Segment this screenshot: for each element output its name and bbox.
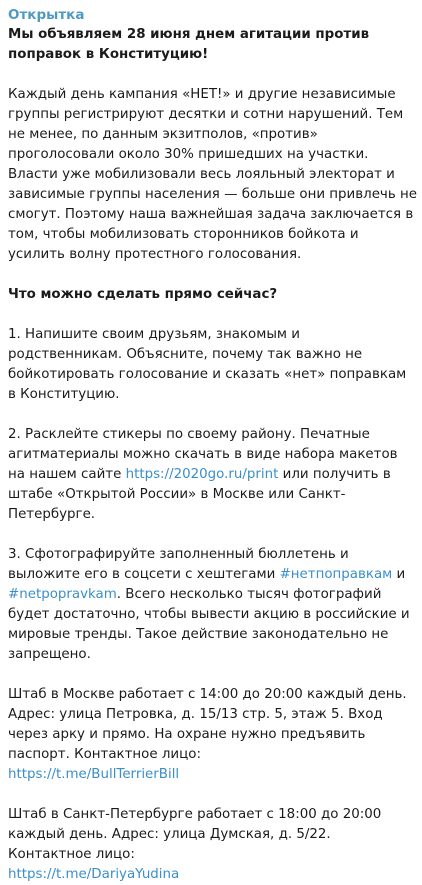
- step-three: [8, 545, 418, 665]
- step-two: [8, 425, 418, 525]
- moscow-hq-text: Штаб в Москве работает с 14:00 до 20:00 каждый день. Адрес: улица Петровка, д. 15/13 стр. 5, этаж 5. Вход через арку и прямо. На охране нужно предъявить паспорт. Контактное лицо:: [8, 687, 407, 762]
- step-two-text-start: 2. Расклейте стикеры по своему району. Печатные агитматериалы можно скачать в виде набора макетов на нашем сайте: [8, 427, 398, 482]
- channel-name[interactable]: Открытка: [8, 7, 85, 23]
- print-materials-link[interactable]: https://2020go.ru/print: [125, 467, 279, 482]
- intro-paragraph: Каждый день кампания «НЕТ!» и другие независимые группы регистрируют десятки и сотни нарушений. Тем не менее, по данным экзитполов, «против» проголосовали около 30% пришедших на участки. Власти уже мобилизовали весь лояльный электорат и зависимые группы населения — больше они привлечь не смогут. Поэтому наша важнейшая задача заключается в том, чтобы мобилизовать сторонников бойкота и усилить волну протестного голосования.: [8, 87, 417, 262]
- spacer: [8, 665, 418, 685]
- spacer: [8, 65, 418, 85]
- step-two-text-end: или получить в штабе «Открытой России» в Москве или Санкт-Петербурге.: [8, 467, 391, 522]
- step-one: 1. Напишите своим друзьям, знакомым и родственникам. Объясните, почему так важно не бойкотировать голосование и сказать «нет» поправкам в Конституцию.: [8, 327, 407, 402]
- spb-hq-text: Штаб в Санкт-Петербурге работает с 18:00 до 20:00 каждый день. Адрес: улица Думская, д. 5/22. Контактное лицо:: [8, 807, 382, 862]
- spacer: [8, 525, 418, 545]
- step-three-text-start: 3. Сфотографируйте заполненный бюллетень и выложите его в соцсети с хештегами: [8, 547, 349, 582]
- moscow-contact-link[interactable]: https://t.me/BullTerrierBill: [8, 767, 180, 782]
- hashtag-link-latin[interactable]: #netpopravkam: [8, 587, 117, 602]
- spacer: [8, 305, 418, 325]
- message-post: [8, 4, 418, 885]
- spacer: [8, 785, 418, 805]
- step-three-text-end: . Всего несколько тысяч фотографий будет достаточно, чтобы вывести акцию в российские и мировые тренды. Такое действие законодательно не запрещено.: [8, 587, 410, 662]
- moscow-hq-info: [8, 685, 418, 785]
- spacer: [8, 265, 418, 285]
- spacer: [8, 405, 418, 425]
- step-three-text-mid: и: [392, 567, 406, 582]
- post-headline: Мы объявляем 28 июня днем агитации против поправок в Конституцию!: [8, 27, 370, 62]
- spb-hq-info: [8, 805, 418, 885]
- hashtag-link-ru[interactable]: #нетпоправкам: [279, 567, 393, 582]
- spb-contact-link[interactable]: https://t.me/DariyaYudina: [8, 867, 180, 882]
- section-subheading: Что можно сделать прямо сейчас?: [8, 287, 278, 302]
